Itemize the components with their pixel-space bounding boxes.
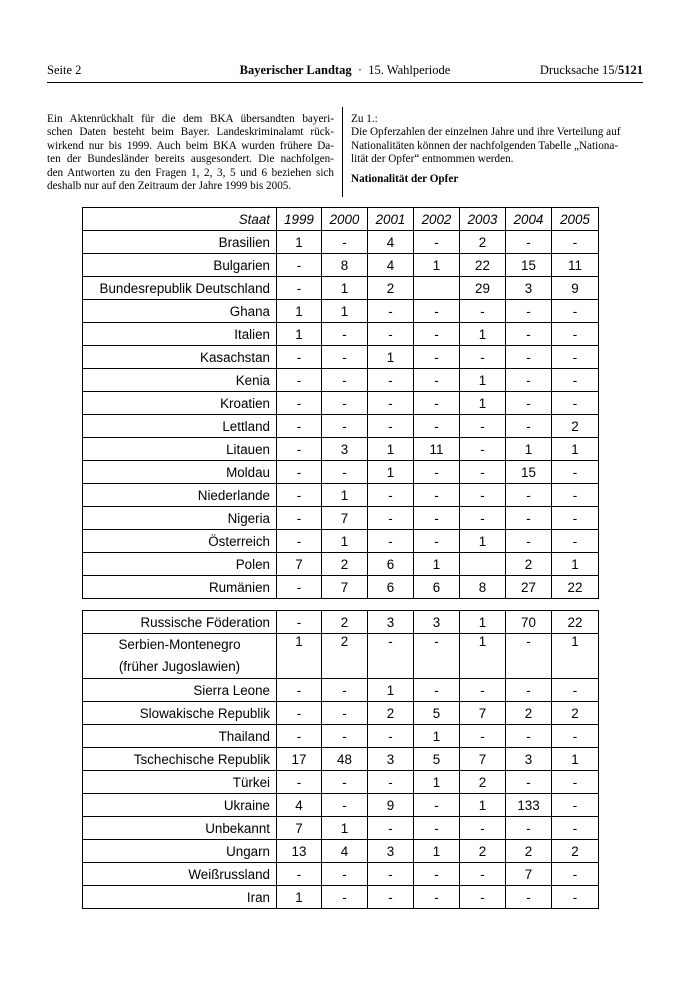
- country-name-line: Serbien-Montenegro: [118, 637, 241, 652]
- value-cell: -: [322, 392, 368, 415]
- text-line: schen Daten besteht beim Bayer. Landeskriminalamt rück-: [47, 126, 334, 139]
- value-cell: 3: [368, 840, 414, 863]
- value-cell: -: [277, 679, 322, 702]
- value-cell: 7: [322, 507, 368, 530]
- value-cell: 4: [322, 840, 368, 863]
- table-row: [83, 817, 599, 840]
- value-cell: -: [414, 231, 460, 254]
- value-cell: 2003: [460, 208, 506, 231]
- value-cell: -: [460, 863, 506, 886]
- value-cell: -: [506, 392, 552, 415]
- country-cell: Unbekannt: [83, 817, 277, 840]
- value-cell: -: [552, 346, 599, 369]
- country-cell: Ungarn: [83, 840, 277, 863]
- value-cell: -: [414, 679, 460, 702]
- value-cell: -: [552, 300, 599, 323]
- header-row: [83, 208, 599, 231]
- value-cell: 27: [506, 576, 552, 599]
- value-cell: 3: [414, 611, 460, 634]
- value-cell: 133: [506, 794, 552, 817]
- value-cell: -: [552, 794, 599, 817]
- value-cell: 2: [460, 840, 506, 863]
- value-cell: -: [414, 415, 460, 438]
- left-column-text: [47, 113, 334, 193]
- text-line: Zu 1.:: [351, 113, 378, 125]
- value-cell: 2: [460, 771, 506, 794]
- value-cell: 2: [552, 415, 599, 438]
- value-cell: -: [460, 438, 506, 461]
- table-row: [83, 553, 599, 576]
- value-cell: 48: [322, 748, 368, 771]
- value-cell: 2: [506, 840, 552, 863]
- value-cell: -: [414, 461, 460, 484]
- value-cell: 1: [414, 840, 460, 863]
- value-cell: -: [552, 817, 599, 840]
- table-row: [83, 392, 599, 415]
- header-rule: [47, 82, 643, 83]
- value-cell: 29: [460, 277, 506, 300]
- value-cell: 2005: [552, 208, 599, 231]
- country-cell: Slowakische Republik: [83, 702, 277, 725]
- country-cell: Polen: [83, 553, 277, 576]
- text-line: den Antworten zu den Fragen 1, 2, 3, 5 und 6 beziehen sich: [47, 166, 334, 179]
- value-cell: 2: [368, 702, 414, 725]
- value-cell: -: [506, 725, 552, 748]
- value-cell: -: [506, 369, 552, 392]
- text-line: ten der Bundesländer bereits ausgesondert. Die nachfolgen-: [47, 153, 334, 166]
- value-cell: -: [322, 863, 368, 886]
- value-cell: 6: [368, 553, 414, 576]
- value-cell: 2: [322, 611, 368, 634]
- table-row: [83, 634, 599, 679]
- text-line: Nationalitäten können der nachfolgenden Tabelle „Nationa-: [351, 139, 619, 152]
- value-cell: -: [414, 794, 460, 817]
- value-cell: 11: [552, 254, 599, 277]
- value-cell: -: [506, 346, 552, 369]
- value-cell: 1: [322, 817, 368, 840]
- value-cell: -: [368, 484, 414, 507]
- value-cell: 1: [460, 323, 506, 346]
- table-row: [83, 415, 599, 438]
- value-cell: -: [322, 886, 368, 909]
- value-cell: -: [552, 484, 599, 507]
- value-cell: 2004: [506, 208, 552, 231]
- table-row: [83, 679, 599, 702]
- value-cell: -: [506, 484, 552, 507]
- value-cell: 1: [460, 634, 506, 679]
- country-cell: Kasachstan: [83, 346, 277, 369]
- country-cell: Kroatien: [83, 392, 277, 415]
- text-line: wirkend nur bis 1999. Auch beim BKA wurden frühere Da-: [47, 139, 334, 152]
- value-cell: 1: [460, 611, 506, 634]
- country-cell: Italien: [83, 323, 277, 346]
- value-cell: 17: [277, 748, 322, 771]
- country-cell: Bulgarien: [83, 254, 277, 277]
- value-cell: -: [322, 702, 368, 725]
- value-cell: 3: [368, 611, 414, 634]
- value-cell: -: [506, 771, 552, 794]
- value-cell: 13: [277, 840, 322, 863]
- value-cell: 1: [552, 553, 599, 576]
- table-row: [83, 461, 599, 484]
- value-cell: 1: [368, 438, 414, 461]
- value-cell: 6: [414, 576, 460, 599]
- value-cell: -: [552, 323, 599, 346]
- value-cell: -: [322, 346, 368, 369]
- value-cell: -: [506, 415, 552, 438]
- value-cell: -: [552, 231, 599, 254]
- value-cell: 1: [277, 323, 322, 346]
- value-cell: -: [460, 725, 506, 748]
- value-cell: 2002: [414, 208, 460, 231]
- table-row: [83, 886, 599, 909]
- value-cell: 7: [460, 748, 506, 771]
- value-cell: -: [277, 415, 322, 438]
- value-cell: -: [368, 415, 414, 438]
- value-cell: -: [277, 863, 322, 886]
- table-row: [83, 507, 599, 530]
- value-cell: 3: [506, 277, 552, 300]
- value-cell: 2001: [368, 208, 414, 231]
- country-cell: Weißrussland: [83, 863, 277, 886]
- value-cell: 1: [460, 369, 506, 392]
- value-cell: 2: [460, 231, 506, 254]
- value-cell: 1: [277, 231, 322, 254]
- value-cell: -: [368, 323, 414, 346]
- table-row: [83, 530, 599, 553]
- value-cell: 22: [552, 611, 599, 634]
- value-cell: 8: [460, 576, 506, 599]
- value-cell: -: [322, 231, 368, 254]
- value-cell: -: [460, 484, 506, 507]
- value-cell: -: [322, 794, 368, 817]
- table-row: [83, 863, 599, 886]
- value-cell: -: [414, 392, 460, 415]
- value-cell: -: [552, 392, 599, 415]
- page-number: Seite 2: [47, 63, 82, 77]
- value-cell: 70: [506, 611, 552, 634]
- value-cell: 22: [552, 576, 599, 599]
- value-cell: -: [277, 611, 322, 634]
- value-cell: -: [552, 530, 599, 553]
- value-cell: -: [368, 886, 414, 909]
- country-cell: Brasilien: [83, 231, 277, 254]
- table-row: [83, 748, 599, 771]
- value-cell: 1: [414, 254, 460, 277]
- table-row: [83, 277, 599, 300]
- value-cell: -: [277, 461, 322, 484]
- value-cell: 2: [506, 702, 552, 725]
- country-cell: Litauen: [83, 438, 277, 461]
- value-cell: 9: [552, 277, 599, 300]
- value-cell: -: [552, 461, 599, 484]
- document-number: [540, 63, 643, 78]
- table-row: [83, 369, 599, 392]
- value-cell: -: [460, 886, 506, 909]
- institution-name: Bayerischer Landtag: [239, 63, 352, 77]
- table-row: [83, 300, 599, 323]
- value-cell: -: [368, 369, 414, 392]
- value-cell: 1: [322, 300, 368, 323]
- victims-table-part2: [82, 610, 599, 909]
- country-cell: Lettland: [83, 415, 277, 438]
- value-cell: 2: [368, 277, 414, 300]
- value-cell: -: [368, 507, 414, 530]
- value-cell: -: [506, 634, 552, 679]
- value-cell: -: [552, 679, 599, 702]
- value-cell: 1: [322, 530, 368, 553]
- value-cell: 1: [506, 438, 552, 461]
- table-row: [83, 725, 599, 748]
- value-cell: 7: [506, 863, 552, 886]
- value-cell: -: [322, 323, 368, 346]
- country-cell: Rumänien: [83, 576, 277, 599]
- value-cell: 3: [322, 438, 368, 461]
- value-cell: 15: [506, 254, 552, 277]
- value-cell: 1: [368, 461, 414, 484]
- value-cell: -: [552, 507, 599, 530]
- country-cell: Tschechische Republik: [83, 748, 277, 771]
- value-cell: -: [368, 863, 414, 886]
- value-cell: 7: [322, 576, 368, 599]
- value-cell: 1: [460, 794, 506, 817]
- value-cell: 4: [368, 231, 414, 254]
- value-cell: 1: [414, 725, 460, 748]
- value-cell: -: [277, 484, 322, 507]
- value-cell: -: [322, 771, 368, 794]
- value-cell: 1: [277, 634, 322, 679]
- value-cell: -: [322, 415, 368, 438]
- value-cell: -: [368, 392, 414, 415]
- value-cell: 3: [506, 748, 552, 771]
- value-cell: -: [414, 507, 460, 530]
- table-row: [83, 611, 599, 634]
- value-cell: -: [506, 530, 552, 553]
- text-line: deshalb nur auf den Zeitraum der Jahre 1999 bis 2005.: [47, 180, 292, 193]
- country-cell: Österreich: [83, 530, 277, 553]
- value-cell: -: [277, 771, 322, 794]
- value-cell: -: [368, 530, 414, 553]
- value-cell: -: [552, 771, 599, 794]
- country-cell: Sierra Leone: [83, 679, 277, 702]
- country-cell: Nigeria: [83, 507, 277, 530]
- value-cell: -: [414, 863, 460, 886]
- document-prefix: Drucksache 15/: [539, 63, 618, 77]
- value-cell: -: [460, 415, 506, 438]
- value-cell: 7: [277, 817, 322, 840]
- value-cell: 7: [277, 553, 322, 576]
- value-cell: 1: [368, 679, 414, 702]
- value-cell: -: [368, 634, 414, 679]
- value-cell: -: [506, 323, 552, 346]
- value-cell: 2: [552, 702, 599, 725]
- value-cell: 1: [552, 438, 599, 461]
- value-cell: -: [368, 725, 414, 748]
- value-cell: 7: [460, 702, 506, 725]
- country-cell: Ukraine: [83, 794, 277, 817]
- table-heading: Nationalität der Opfer: [351, 172, 459, 185]
- value-cell: 1: [414, 771, 460, 794]
- value-cell: 1: [460, 530, 506, 553]
- value-cell: -: [506, 231, 552, 254]
- value-cell: [414, 277, 460, 300]
- country-name-line: (früher Jugoslawien): [118, 659, 241, 674]
- legislative-period: 15. Wahlperiode: [368, 63, 451, 77]
- value-cell: 2000: [322, 208, 368, 231]
- value-cell: -: [506, 679, 552, 702]
- value-cell: -: [414, 484, 460, 507]
- table-row: [83, 771, 599, 794]
- value-cell: 3: [368, 748, 414, 771]
- value-cell: -: [552, 369, 599, 392]
- country-cell: Niederlande: [83, 484, 277, 507]
- value-cell: 1: [322, 484, 368, 507]
- header-separator: ·: [357, 63, 362, 77]
- value-cell: -: [277, 277, 322, 300]
- value-cell: 1: [552, 748, 599, 771]
- value-cell: 1: [460, 392, 506, 415]
- value-cell: -: [368, 300, 414, 323]
- value-cell: -: [414, 634, 460, 679]
- value-cell: 8: [322, 254, 368, 277]
- value-cell: -: [552, 863, 599, 886]
- value-cell: -: [277, 530, 322, 553]
- table-row: [83, 576, 599, 599]
- value-cell: -: [414, 346, 460, 369]
- table-row: [83, 840, 599, 863]
- text-line: Die Opferzahlen der einzelnen Jahre und ihre Verteilung auf: [351, 126, 621, 139]
- value-cell: 2: [322, 634, 368, 679]
- value-cell: 22: [460, 254, 506, 277]
- table-row: [83, 346, 599, 369]
- country-cell: Russische Föderation: [83, 611, 277, 634]
- country-cell: Thailand: [83, 725, 277, 748]
- value-cell: -: [414, 369, 460, 392]
- value-cell: 5: [414, 748, 460, 771]
- value-cell: -: [277, 576, 322, 599]
- value-cell: -: [460, 507, 506, 530]
- value-cell: 4: [368, 254, 414, 277]
- value-cell: 2: [506, 553, 552, 576]
- value-cell: 1: [552, 634, 599, 679]
- value-cell: -: [506, 507, 552, 530]
- value-cell: -: [506, 817, 552, 840]
- value-cell: 1: [277, 300, 322, 323]
- value-cell: 6: [368, 576, 414, 599]
- country-cell: Türkei: [83, 771, 277, 794]
- country-cell: Ghana: [83, 300, 277, 323]
- text-line: lität der Opfer“ entnommen werden.: [351, 153, 514, 166]
- value-cell: -: [322, 725, 368, 748]
- value-cell: 2: [322, 553, 368, 576]
- value-cell: -: [460, 679, 506, 702]
- value-cell: -: [414, 886, 460, 909]
- value-cell: -: [368, 817, 414, 840]
- country-cell: Bundesrepublik Deutschland: [83, 277, 277, 300]
- value-cell: 15: [506, 461, 552, 484]
- value-cell: -: [277, 702, 322, 725]
- value-cell: -: [414, 323, 460, 346]
- value-cell: -: [460, 346, 506, 369]
- value-cell: -: [322, 679, 368, 702]
- value-cell: -: [277, 254, 322, 277]
- value-cell: 1: [368, 346, 414, 369]
- value-cell: 1: [277, 886, 322, 909]
- country-cell: Moldau: [83, 461, 277, 484]
- text-line: Ein Aktenrückhalt für die dem BKA übersandten bayeri-: [47, 113, 334, 125]
- country-cell: Iran: [83, 886, 277, 909]
- value-cell: -: [552, 886, 599, 909]
- value-cell: [460, 553, 506, 576]
- value-cell: -: [277, 369, 322, 392]
- value-cell: -: [460, 461, 506, 484]
- value-cell: -: [460, 300, 506, 323]
- victims-table-part1: [82, 207, 599, 599]
- country-cell: Kenia: [83, 369, 277, 392]
- value-cell: 4: [277, 794, 322, 817]
- value-cell: 1999: [277, 208, 322, 231]
- value-cell: -: [414, 530, 460, 553]
- value-cell: -: [414, 300, 460, 323]
- country-cell: Staat: [83, 208, 277, 231]
- value-cell: -: [506, 300, 552, 323]
- value-cell: 5: [414, 702, 460, 725]
- table-row: [83, 323, 599, 346]
- table-row: [83, 794, 599, 817]
- value-cell: -: [277, 725, 322, 748]
- value-cell: -: [368, 771, 414, 794]
- document-id: 5121: [618, 63, 643, 77]
- table-row: [83, 438, 599, 461]
- value-cell: -: [277, 507, 322, 530]
- country-cell: [83, 634, 277, 679]
- value-cell: -: [322, 369, 368, 392]
- value-cell: -: [460, 817, 506, 840]
- value-cell: 9: [368, 794, 414, 817]
- value-cell: -: [277, 346, 322, 369]
- value-cell: 2: [552, 840, 599, 863]
- value-cell: -: [552, 725, 599, 748]
- table-row: [83, 231, 599, 254]
- value-cell: -: [506, 886, 552, 909]
- table-row: [83, 702, 599, 725]
- value-cell: -: [277, 438, 322, 461]
- page-header: [47, 63, 643, 79]
- right-column-text: [351, 113, 643, 186]
- value-cell: 1: [322, 277, 368, 300]
- value-cell: -: [414, 817, 460, 840]
- table-row: [83, 254, 599, 277]
- table-row: [83, 484, 599, 507]
- column-divider: [342, 107, 343, 197]
- value-cell: -: [277, 392, 322, 415]
- value-cell: 11: [414, 438, 460, 461]
- value-cell: 1: [414, 553, 460, 576]
- value-cell: -: [322, 461, 368, 484]
